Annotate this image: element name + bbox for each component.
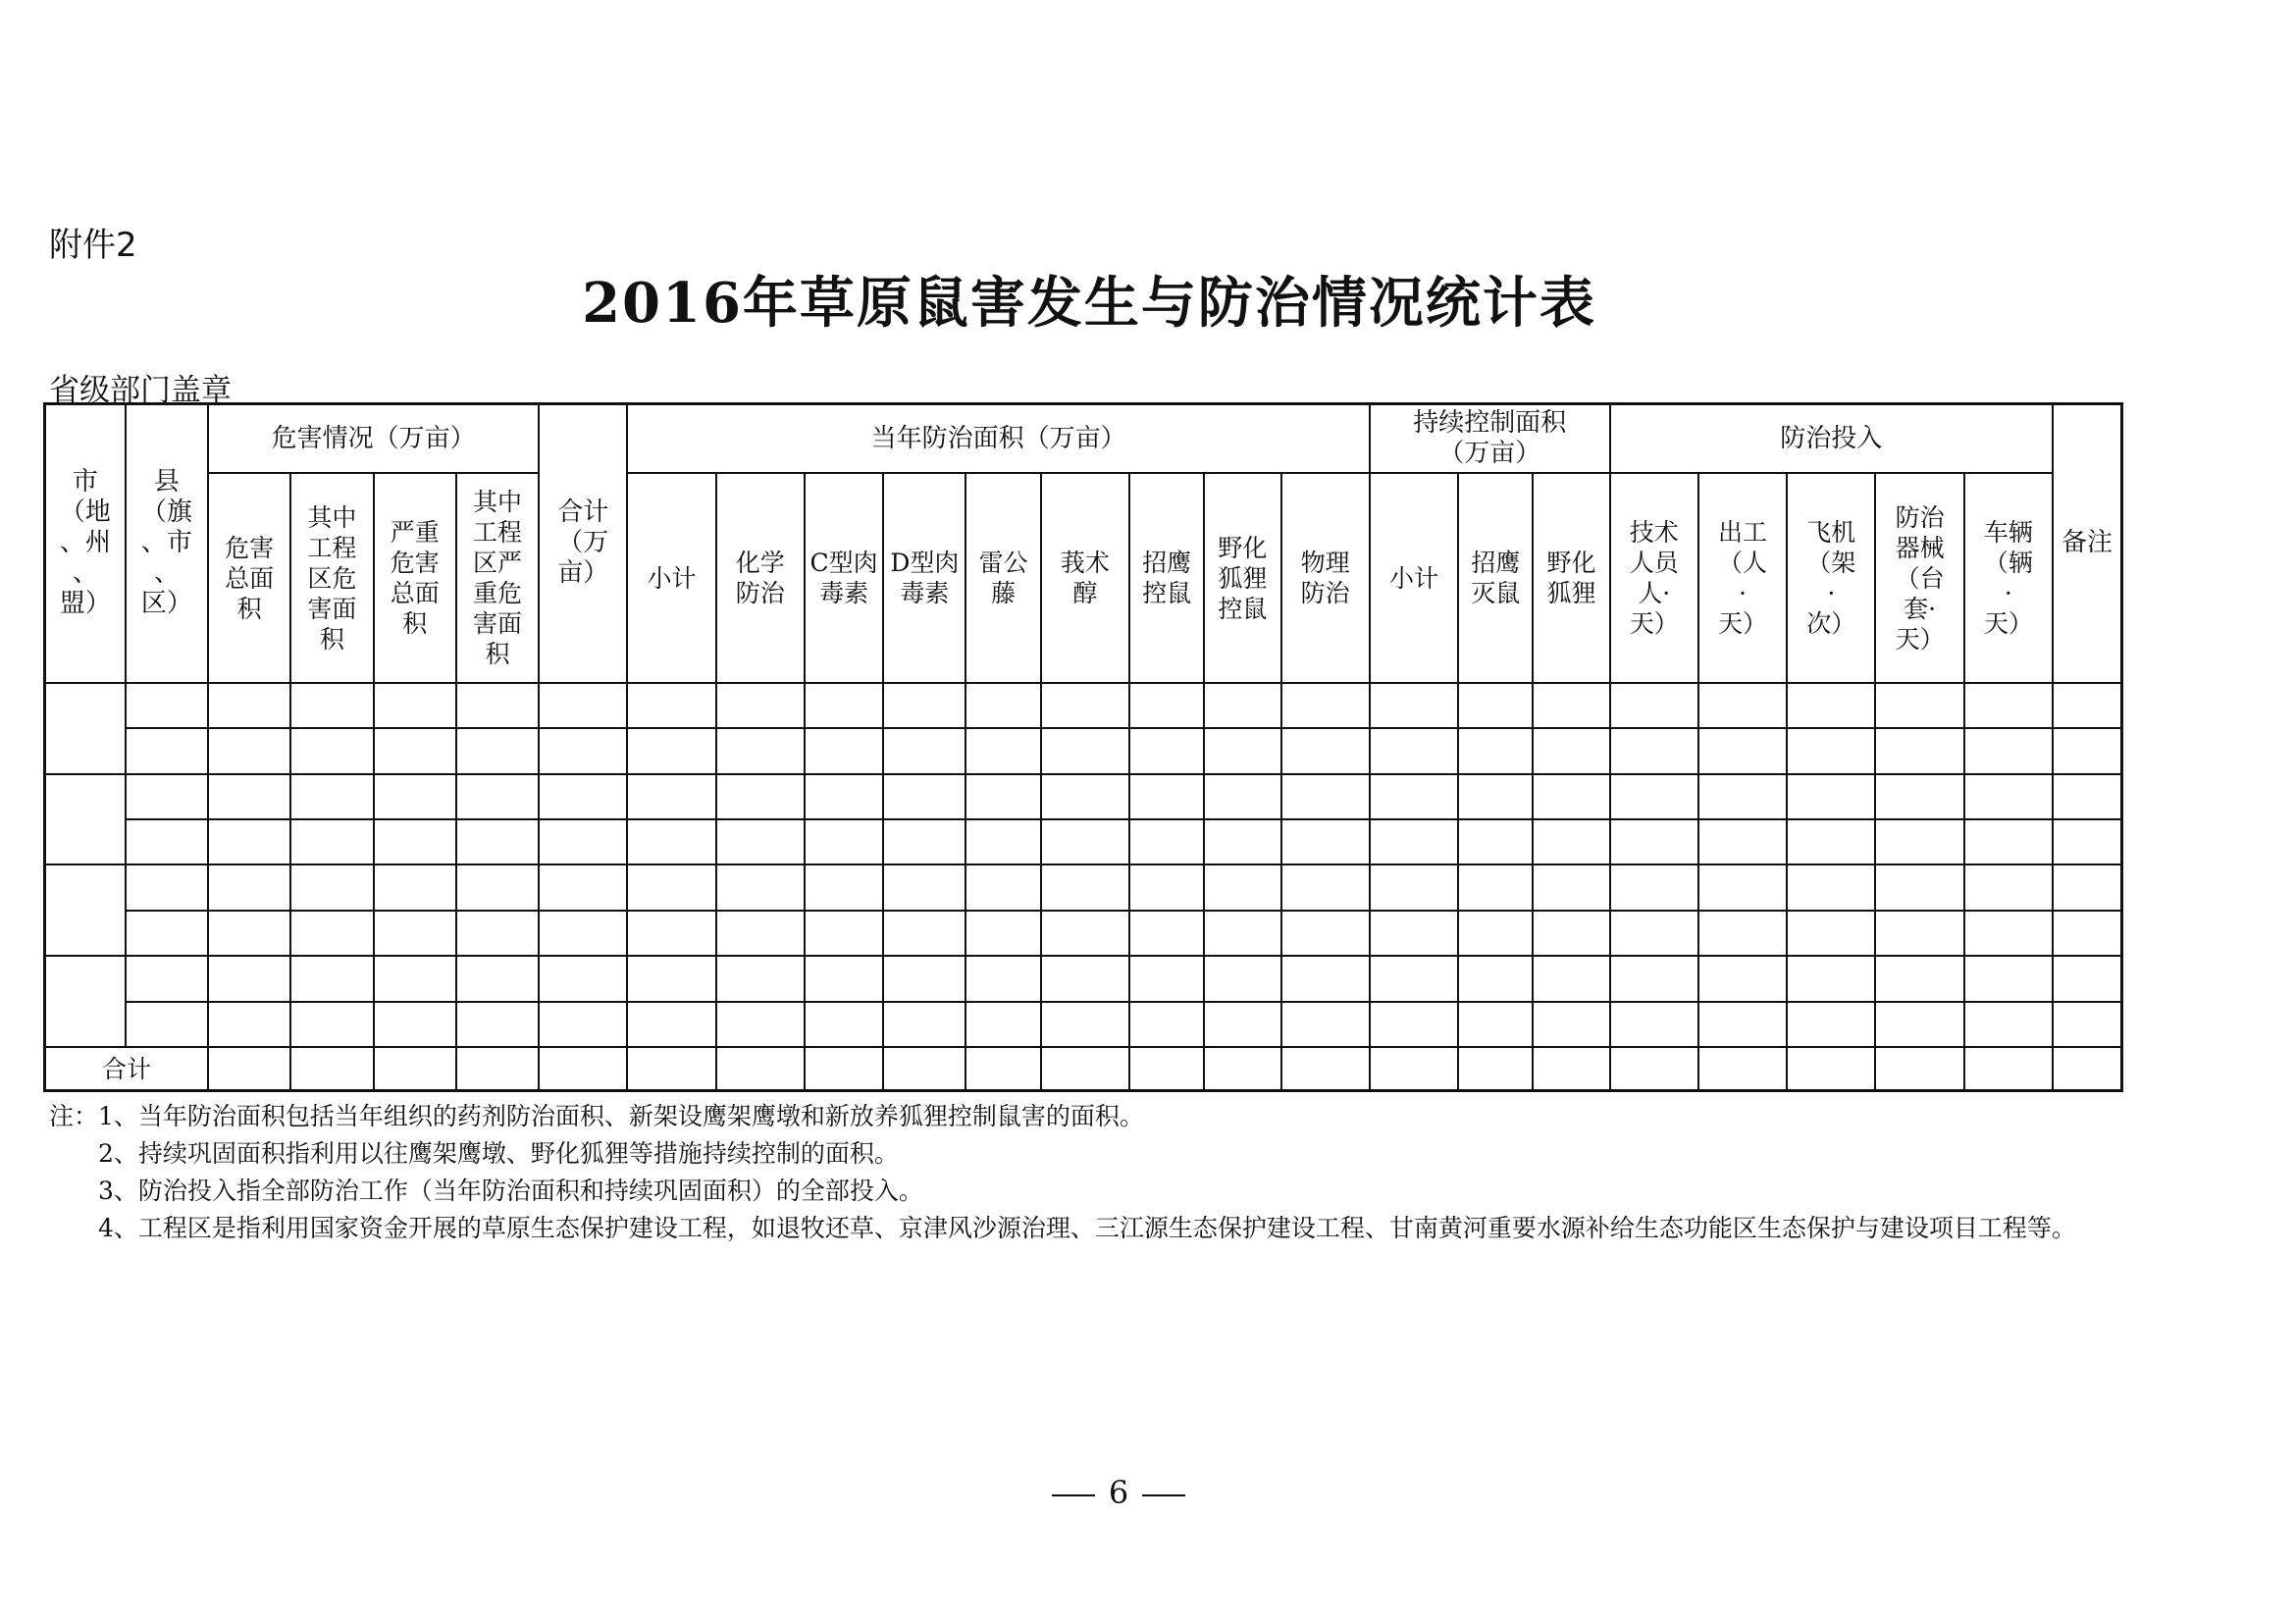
table-cell xyxy=(2053,728,2122,773)
table-cell xyxy=(1787,728,1875,773)
table-cell xyxy=(208,728,290,773)
header-aircraft: 飞机 （架 · 次） xyxy=(1787,473,1875,683)
table-cell xyxy=(805,728,883,773)
table-cell xyxy=(1875,683,1963,728)
table-cell xyxy=(290,774,373,819)
table-row xyxy=(45,911,2122,956)
table-cell xyxy=(1698,683,1787,728)
table-cell xyxy=(1610,819,1698,864)
header-chemical: 化学 防治 xyxy=(716,473,805,683)
table-cell xyxy=(627,911,715,956)
stamp-label: 省级部门盖章 xyxy=(49,373,232,408)
table-cell xyxy=(1281,1047,1370,1090)
header-wild-fox: 野化 狐狸 xyxy=(1533,473,1609,683)
table-cell xyxy=(1041,864,1129,910)
table-cell xyxy=(627,728,715,773)
statistics-table xyxy=(43,402,2123,1092)
table-cell xyxy=(1041,774,1129,819)
table-cell xyxy=(1533,683,1609,728)
table-cell xyxy=(1610,1047,1698,1090)
table-cell xyxy=(716,819,805,864)
table-cell xyxy=(1698,864,1787,910)
table-cell xyxy=(1787,911,1875,956)
table-cell xyxy=(1533,864,1609,910)
table-cell xyxy=(965,819,1040,864)
table-cell xyxy=(1787,1047,1875,1090)
note-4: 4、工程区是指利用国家资金开展的草原生态保护建设工程，如退牧还草、京津风沙源治理、三江源生态保护建设工程、甘南黄河重要水源补给生态功能区生态保护与建设项目工程等。 xyxy=(98,1214,2076,1242)
table-cell xyxy=(1370,864,1458,910)
table-cell xyxy=(1458,911,1533,956)
table-cell xyxy=(1204,911,1280,956)
table-cell xyxy=(2053,683,2122,728)
table-cell xyxy=(1875,819,1963,864)
table-cell xyxy=(716,1047,805,1090)
table-cell xyxy=(627,1002,715,1047)
table-cell xyxy=(2053,819,2122,864)
table-cell xyxy=(374,956,456,1001)
table-cell xyxy=(1698,1047,1787,1090)
header-eagle-kill: 招鹰 灭鼠 xyxy=(1458,473,1533,683)
table-cell xyxy=(290,864,373,910)
table-row xyxy=(45,956,2122,1001)
table-cell xyxy=(627,819,715,864)
table-cell xyxy=(374,819,456,864)
table-cell xyxy=(1370,1047,1458,1090)
table-cell xyxy=(1281,728,1370,773)
table-cell xyxy=(805,774,883,819)
table-cell xyxy=(539,864,627,910)
header-eagle-control: 招鹰 控鼠 xyxy=(1129,473,1204,683)
table-cell xyxy=(883,819,965,864)
header-hazard-group: 危害情况（万亩） xyxy=(208,404,539,474)
table-cell xyxy=(126,819,208,864)
table-cell xyxy=(1204,683,1280,728)
note-3: 3、防治投入指全部防治工作（当年防治面积和持续巩固面积）的全部投入。 xyxy=(98,1177,923,1205)
table-cell xyxy=(716,911,805,956)
table-row xyxy=(45,774,2122,819)
table-cell xyxy=(1875,956,1963,1001)
table-cell xyxy=(627,1047,715,1090)
table-cell xyxy=(2053,864,2122,910)
table-cell xyxy=(805,1047,883,1090)
header-labor: 出工 （人 · 天） xyxy=(1698,473,1787,683)
table-cell xyxy=(374,728,456,773)
table-cell xyxy=(374,911,456,956)
table-cell xyxy=(1875,864,1963,910)
table-cell xyxy=(1041,819,1129,864)
table-cell xyxy=(290,1047,373,1090)
header-tripterygium: 雷公 藤 xyxy=(965,473,1040,683)
table-cell xyxy=(1281,911,1370,956)
table-cell xyxy=(965,1047,1040,1090)
table-cell xyxy=(716,774,805,819)
table-cell xyxy=(716,864,805,910)
table-cell xyxy=(965,728,1040,773)
header-severe-total: 严重 危害 总面 积 xyxy=(374,473,456,683)
table-cell xyxy=(1281,956,1370,1001)
header-city: 市 （地 、州 、 盟） xyxy=(45,404,126,683)
table-cell xyxy=(1129,683,1204,728)
header-c-toxin: C型肉 毒素 xyxy=(805,473,883,683)
total-row-label: 合计 xyxy=(45,1047,209,1090)
table-cell xyxy=(1787,956,1875,1001)
table-cell xyxy=(456,1047,539,1090)
header-fox-control: 野化 狐狸 控鼠 xyxy=(1204,473,1280,683)
table-cell xyxy=(126,864,208,910)
notes xyxy=(49,1100,2124,1249)
table-row xyxy=(45,683,2122,728)
table-cell xyxy=(290,1002,373,1047)
table-cell xyxy=(1610,728,1698,773)
header-row-columns xyxy=(45,473,2122,683)
table-cell xyxy=(1698,728,1787,773)
table-cell xyxy=(539,819,627,864)
table-cell xyxy=(1281,683,1370,728)
table-cell xyxy=(805,683,883,728)
header-d-toxin: D型肉 毒素 xyxy=(883,473,965,683)
table-cell xyxy=(1129,956,1204,1001)
table-cell xyxy=(456,911,539,956)
note-1: 注：1、当年防治面积包括当年组织的药剂防治面积、新架设鹰架鹰墩和新放养狐狸控制鼠害的面积。 xyxy=(49,1102,1144,1130)
table-row xyxy=(45,728,2122,773)
table-cell xyxy=(2053,1047,2122,1090)
table-cell xyxy=(539,1002,627,1047)
table-cell xyxy=(965,774,1040,819)
table-cell xyxy=(883,1002,965,1047)
table-cell xyxy=(1875,1047,1963,1090)
table-cell xyxy=(1610,864,1698,910)
note-2: 2、持续巩固面积指利用以往鹰架鹰墩、野化狐狸等措施持续控制的面积。 xyxy=(98,1139,899,1168)
table-cell xyxy=(1370,819,1458,864)
table-cell xyxy=(716,1002,805,1047)
table-cell xyxy=(1041,728,1129,773)
header-row-groups xyxy=(45,404,2122,474)
table-cell xyxy=(1533,819,1609,864)
header-vehicles: 车辆 （辆 · 天） xyxy=(1964,473,2053,683)
table-cell xyxy=(2053,911,2122,956)
table-cell xyxy=(1204,864,1280,910)
table-cell xyxy=(374,1002,456,1047)
table-cell xyxy=(1533,728,1609,773)
header-hazard-project: 其中 工程 区危 害面 积 xyxy=(290,473,373,683)
table-cell xyxy=(1698,774,1787,819)
table-cell xyxy=(1875,728,1963,773)
table-cell xyxy=(1370,728,1458,773)
table-cell xyxy=(126,911,208,956)
table-cell xyxy=(1281,1002,1370,1047)
table-cell xyxy=(805,911,883,956)
table-cell xyxy=(1041,911,1129,956)
table-cell xyxy=(539,1047,627,1090)
table-row xyxy=(45,1002,2122,1047)
header-continuous-group: 持续控制面积 （万亩） xyxy=(1370,404,1610,474)
table-cell xyxy=(1964,683,2053,728)
table-cell xyxy=(1787,864,1875,910)
table-cell xyxy=(290,911,373,956)
table-cell xyxy=(126,956,208,1001)
table-cell xyxy=(883,683,965,728)
table-cell xyxy=(805,1002,883,1047)
table-cell xyxy=(1787,819,1875,864)
table-cell xyxy=(1875,774,1963,819)
table-cell xyxy=(1533,1002,1609,1047)
table-cell xyxy=(456,819,539,864)
table-cell xyxy=(1204,728,1280,773)
header-equipment: 防治 器械 （台 套· 天） xyxy=(1875,473,1963,683)
table-cell xyxy=(805,864,883,910)
table-cell xyxy=(1964,911,2053,956)
header-physical: 物理 防治 xyxy=(1281,473,1370,683)
table-cell xyxy=(965,864,1040,910)
header-remarks: 备注 xyxy=(2053,404,2122,683)
header-investment-group: 防治投入 xyxy=(1610,404,2053,474)
table-cell xyxy=(965,911,1040,956)
table-cell xyxy=(627,774,715,819)
table-cell xyxy=(290,819,373,864)
city-cell xyxy=(45,774,126,865)
table-cell xyxy=(1533,956,1609,1001)
city-cell xyxy=(45,683,126,774)
table-cell xyxy=(1458,864,1533,910)
table-cell xyxy=(1370,956,1458,1001)
table-cell xyxy=(627,864,715,910)
table-cell xyxy=(290,956,373,1001)
header-technicians: 技术 人员 人· 天） xyxy=(1610,473,1698,683)
table-cell xyxy=(1204,819,1280,864)
table-cell xyxy=(1964,864,2053,910)
table-cell xyxy=(1533,911,1609,956)
table-cell xyxy=(716,956,805,1001)
table-cell xyxy=(883,864,965,910)
table-cell xyxy=(1129,1047,1204,1090)
table-cell xyxy=(126,774,208,819)
header-curcumol: 莪术 醇 xyxy=(1041,473,1129,683)
table-cell xyxy=(1964,728,2053,773)
table-cell xyxy=(290,683,373,728)
table-cell xyxy=(1698,819,1787,864)
table-cell xyxy=(456,1002,539,1047)
table-cell xyxy=(965,683,1040,728)
table-cell xyxy=(1533,1047,1609,1090)
table-cell xyxy=(539,911,627,956)
table-cell xyxy=(1370,1002,1458,1047)
table-cell xyxy=(1875,1002,1963,1047)
table-cell xyxy=(1458,819,1533,864)
table-cell xyxy=(1129,728,1204,773)
table-cell xyxy=(883,728,965,773)
table-cell xyxy=(1964,1047,2053,1090)
table-cell xyxy=(126,1002,208,1047)
page-dash-right xyxy=(1142,1494,1185,1496)
header-total: 合计 （万 亩） xyxy=(539,404,627,683)
table-cell xyxy=(208,819,290,864)
attachment-label: 附件2 xyxy=(49,226,137,265)
table-cell xyxy=(1964,819,2053,864)
table-cell xyxy=(1370,911,1458,956)
table-cell xyxy=(1281,819,1370,864)
table-cell xyxy=(1458,1047,1533,1090)
header-hazard-total: 危害 总面 积 xyxy=(208,473,290,683)
table-cell xyxy=(1041,956,1129,1001)
city-cell xyxy=(45,864,126,956)
table-cell xyxy=(883,956,965,1001)
table-cell xyxy=(1370,774,1458,819)
table-cell xyxy=(1129,1002,1204,1047)
page-title: 2016年草原鼠害发生与防治情况统计表 xyxy=(582,271,1596,336)
table-cell xyxy=(208,956,290,1001)
header-control-subtotal: 小计 xyxy=(627,473,715,683)
header-control-group: 当年防治面积（万亩） xyxy=(627,404,1369,474)
table-cell xyxy=(1610,683,1698,728)
table-cell xyxy=(126,728,208,773)
table-cell xyxy=(716,728,805,773)
page-number-value: 6 xyxy=(1108,1474,1129,1511)
table-cell xyxy=(1787,1002,1875,1047)
table-cell xyxy=(805,956,883,1001)
table-cell xyxy=(1129,911,1204,956)
table-cell xyxy=(374,864,456,910)
table-cell xyxy=(1610,1002,1698,1047)
table-cell xyxy=(1787,683,1875,728)
table-cell xyxy=(1041,1002,1129,1047)
page-number xyxy=(1020,1474,1217,1511)
table-cell xyxy=(1041,683,1129,728)
table-cell xyxy=(539,683,627,728)
total-row xyxy=(45,1047,2122,1090)
table-cell xyxy=(1370,683,1458,728)
table-cell xyxy=(965,956,1040,1001)
table-cell xyxy=(126,683,208,728)
table-cell xyxy=(1964,774,2053,819)
table-cell xyxy=(1129,819,1204,864)
table-cell xyxy=(1787,774,1875,819)
table-cell xyxy=(1204,956,1280,1001)
header-county: 县 （旗 、市 、 区） xyxy=(126,404,208,683)
table-cell xyxy=(883,1047,965,1090)
table-cell xyxy=(1204,1002,1280,1047)
table-cell xyxy=(2053,1002,2122,1047)
table-row xyxy=(45,864,2122,910)
table-cell xyxy=(208,683,290,728)
table-cell xyxy=(1698,911,1787,956)
table-cell xyxy=(1458,728,1533,773)
table-cell xyxy=(374,1047,456,1090)
table-cell xyxy=(456,864,539,910)
table-cell xyxy=(1129,774,1204,819)
city-cell xyxy=(45,956,126,1047)
table-cell xyxy=(1458,774,1533,819)
table-cell xyxy=(1281,864,1370,910)
statistics-table-wrapper xyxy=(43,402,2123,1092)
table-cell xyxy=(1281,774,1370,819)
table-cell xyxy=(716,683,805,728)
table-cell xyxy=(1698,1002,1787,1047)
table-cell xyxy=(1458,1002,1533,1047)
table-cell xyxy=(1964,1002,2053,1047)
table-cell xyxy=(1041,1047,1129,1090)
header-continuous-subtotal: 小计 xyxy=(1370,473,1458,683)
table-cell xyxy=(2053,956,2122,1001)
table-cell xyxy=(805,819,883,864)
table-cell xyxy=(1964,956,2053,1001)
table-cell xyxy=(456,728,539,773)
table-cell xyxy=(1204,1047,1280,1090)
table-cell xyxy=(1610,911,1698,956)
table-cell xyxy=(456,774,539,819)
table-cell xyxy=(374,683,456,728)
table-cell xyxy=(290,728,373,773)
table-cell xyxy=(1698,956,1787,1001)
page-dash-left xyxy=(1052,1494,1095,1496)
table-cell xyxy=(1610,774,1698,819)
header-severe-project: 其中 工程 区严 重危 害面 积 xyxy=(456,473,539,683)
table-cell xyxy=(883,911,965,956)
table-cell xyxy=(1204,774,1280,819)
table-cell xyxy=(1458,956,1533,1001)
table-cell xyxy=(627,683,715,728)
table-cell xyxy=(374,774,456,819)
table-cell xyxy=(1129,864,1204,910)
table-cell xyxy=(208,774,290,819)
table-cell xyxy=(208,1002,290,1047)
table-row xyxy=(45,819,2122,864)
table-cell xyxy=(1610,956,1698,1001)
table-cell xyxy=(208,864,290,910)
table-cell xyxy=(2053,774,2122,819)
table-cell xyxy=(1533,774,1609,819)
table-cell xyxy=(208,1047,290,1090)
table-cell xyxy=(208,911,290,956)
table-cell xyxy=(627,956,715,1001)
table-cell xyxy=(539,728,627,773)
table-cell xyxy=(965,1002,1040,1047)
table-cell xyxy=(883,774,965,819)
table-cell xyxy=(539,774,627,819)
table-cell xyxy=(1875,911,1963,956)
table-cell xyxy=(456,683,539,728)
table-cell xyxy=(1458,683,1533,728)
table-cell xyxy=(456,956,539,1001)
table-cell xyxy=(539,956,627,1001)
